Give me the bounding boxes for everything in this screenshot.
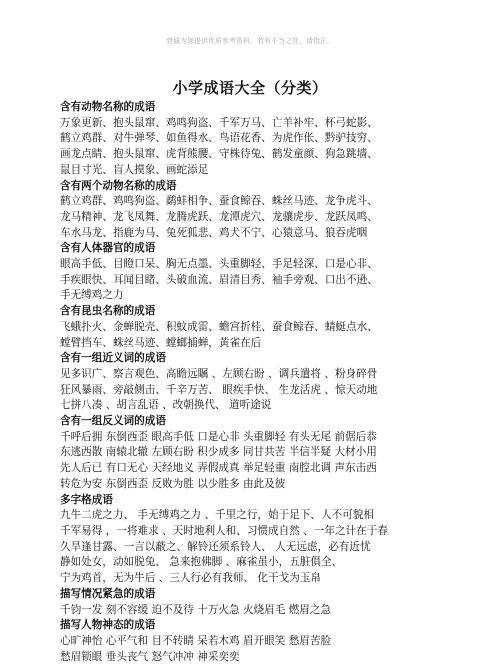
idiom-section: [60, 414, 496, 493]
idiom-section: [60, 179, 496, 242]
idiom-line: 七拼八凑 、胡言乱语 、改朝换代、 道听途说: [60, 399, 272, 412]
idiom-line: 久旱逢甘露、一言以蔽之、解铃还须系铃人、 人无远虑，必有近忧: [60, 540, 371, 553]
idiom-line: 鹤立鸡群、对牛弹琴、如鱼得水、鸟语花香、为虎作伥、黔驴技穷、: [60, 132, 378, 145]
idiom-line: 愁眉锁眼 垂头丧气 怒气冲冲 神采奕奕: [60, 650, 240, 663]
idiom-line: 千钧一发 刻不容缓 迫不及待 十万火急 火烧眉毛 燃眉之急: [60, 603, 332, 616]
idiom-section: [60, 241, 496, 304]
idiom-line: 螳臂挡车、蛛丝马迹、螳螂捕蝉，黄雀在后: [60, 336, 262, 349]
idiom-line: 心旷神怡 心平气和 目不转睛 呆若木鸡 眉开眼笑 愁眉苦脸: [60, 634, 332, 647]
idiom-line: 飞蛾扑火、金蝉脱壳、积蚊成雷、蟾宫折桂、蚕食鲸吞、蜻蜓点水、: [60, 320, 378, 333]
idiom-line: 千军易得 ，一将难求 、天时地利人和、习惯成自然 、一年之计在于春: [60, 524, 388, 537]
idiom-line: 见多识广、察言观色、高瞻远瞩 、左顾右盼 、调兵遣将 、粉身碎骨: [60, 367, 378, 380]
document-title: 小学成语大全（分类）: [172, 79, 328, 97]
section-title: 含有动物名称的成语: [60, 101, 156, 113]
idiom-line: 东逃西散 南辕北辙 左顾右盼 积少成多 同甘共苦 半信半疑 大材小用: [60, 446, 377, 459]
idiom-line: 鼠目寸光、盲人摸象、画蛇添足: [60, 163, 209, 176]
idiom-line: 龙马精神、龙飞凤舞、龙腾虎跃、龙潭虎穴、龙骧虎步、龙跃凤鸣、: [60, 210, 378, 223]
section-title: 描写人物神态的成语: [60, 619, 156, 632]
idiom-line: 车水马龙、指鹿为马、兔死狐悲、鸡犬不宁、心猿意马、狼吞虎咽: [60, 226, 368, 239]
idiom-line: 先人后已 有口无心 天经地义 弄假成真 举足轻重 南腔北调 声东击西: [60, 462, 377, 475]
document-body: [60, 100, 496, 665]
idiom-section: [60, 304, 496, 351]
header-note: 衰诚为您提供优质参考资料，若有不当之处，请指正。: [166, 37, 334, 45]
idiom-line: 九牛二虎之力、 手无缚鸡之力 、千里之行，始于足下、人不可貌相: [60, 509, 374, 522]
section-title: 多字格成语: [60, 493, 113, 506]
idiom-line: 千呼后拥 东倒西歪 眼高手低 口是心非 头重脚轻 有头无尾 前倨后恭: [60, 430, 377, 443]
idiom-line: 静如处女，动如脱兔、 急来抱佛脚 、麻雀虽小，五脏俱全、: [60, 556, 343, 569]
idiom-section: [60, 493, 496, 587]
idiom-section: [60, 100, 496, 179]
section-title: 含有人体器官的成语: [60, 242, 156, 255]
section-title: 含有一组近义词的成语: [60, 352, 166, 365]
section-title: 含有昆虫名称的成语: [60, 305, 156, 318]
section-title: 描写情况紧急的成语: [60, 587, 156, 600]
idiom-line: 手无缚鸡之力: [60, 289, 124, 302]
idiom-section: [60, 351, 496, 414]
idiom-line: 狂风暴雨、旁敲侧击、千辛万苦、 眼疾手快、 生龙活虎 、惊天动地: [60, 383, 378, 396]
idiom-line: 眼高手低、目瞪口呆、胸无点墨、头重脚轻、手足轻深、口是心非、: [60, 258, 378, 271]
idiom-line: 宁为鸡首，无为牛后 、三人行必有我师、 化干戈为玉帛: [60, 572, 321, 585]
idiom-line: 万象更新、抱头鼠窜、鸡鸣狗盗、千军万马、亡羊补牢、杯弓蛇影、: [60, 116, 378, 129]
idiom-section: [60, 618, 496, 665]
idiom-line: 转危为安 东倒西歪 反败为胜 以少胜多 由此及彼: [60, 477, 286, 490]
idiom-section: [60, 587, 496, 618]
section-title: 含有一组反义词的成语: [60, 415, 166, 428]
idiom-line: 鹤立鸡群、鸡鸣狗盗、鹬蚌相争、蚕食鲸吞、蛛丝马迹、龙争虎斗、: [60, 195, 378, 208]
section-title: 含有两个动物名称的成语: [60, 179, 177, 192]
idiom-line: 画龙点睛、抱头鼠窜、虎背熊腰、守株待兔、鹤发童颜、狗急跳墙、: [60, 148, 378, 161]
idiom-line: 手疾眼快、耳闻目睹、头破血流、眉清目秀、袖手旁观、口出不逊、: [60, 273, 378, 286]
